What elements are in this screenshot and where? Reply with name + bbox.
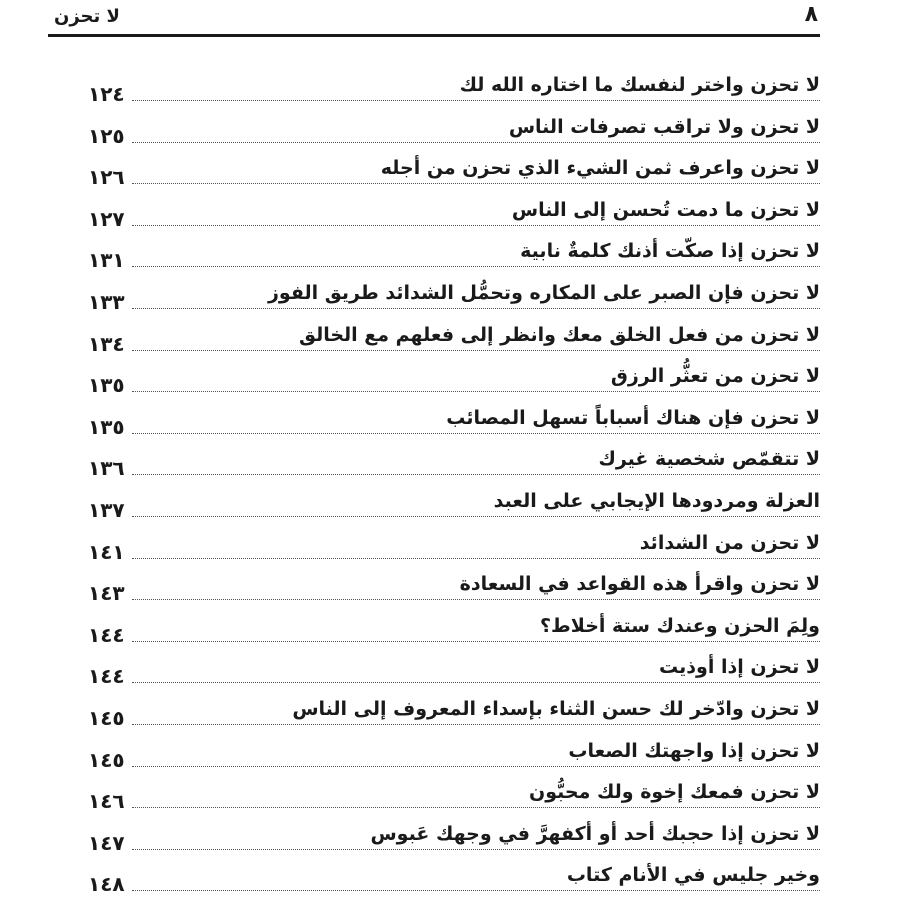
running-title: لا تحزن xyxy=(54,6,120,27)
toc-row xyxy=(0,399,900,441)
toc-page-number: ١٤٤ xyxy=(88,664,125,689)
toc-page-number: ١٣١ xyxy=(88,248,125,273)
toc-page-number: ١٣٤ xyxy=(88,331,125,356)
toc-row xyxy=(0,856,900,898)
toc-row xyxy=(0,357,900,399)
toc-row xyxy=(0,66,900,108)
toc-title: لا تحزن فإن هناك أسباباً تسهل المصائب xyxy=(440,407,820,429)
toc-title: لا تحزن من فعل الخلق معك وانظر إلى فعلهم مع الخالق xyxy=(293,324,820,346)
toc-title: لا تحزن واقرأ هذه القواعد في السعادة xyxy=(454,573,820,595)
toc-title: لا تحزن إذا واجهتك الصعاب xyxy=(562,740,820,762)
toc-page-number: ١٣٦ xyxy=(88,456,125,481)
toc-page-number: ١٣٣ xyxy=(88,289,125,314)
dot-leader xyxy=(132,558,820,559)
toc-row xyxy=(0,773,900,815)
toc-row xyxy=(0,316,900,358)
dot-leader xyxy=(132,391,820,392)
toc-title: لا تحزن إذا أوذيت xyxy=(653,656,820,678)
toc-page-number: ١٤٦ xyxy=(88,789,125,814)
toc-title: لا تحزن ولا تراقب تصرفات الناس xyxy=(503,116,820,138)
dot-leader xyxy=(132,308,820,309)
dot-leader xyxy=(132,849,820,850)
dot-leader xyxy=(132,100,820,101)
toc-title: لا تحزن واختر لنفسك ما اختاره الله لك xyxy=(454,74,820,96)
toc-title: لا تحزن إذا صكّت أذنك كلمةٌ نابية xyxy=(514,240,820,262)
dot-leader xyxy=(132,433,820,434)
toc-row xyxy=(0,690,900,732)
page-number: ٨ xyxy=(804,2,818,27)
toc-row xyxy=(0,648,900,690)
toc-row xyxy=(0,565,900,607)
toc-title: وخير جليس في الأنام كتاب xyxy=(561,864,820,886)
toc-page-number: ١٤٥ xyxy=(88,705,125,730)
toc-page-number: ١٤١ xyxy=(88,539,125,564)
toc-row xyxy=(0,732,900,774)
toc-row xyxy=(0,108,900,150)
toc-row xyxy=(0,607,900,649)
dot-leader xyxy=(132,142,820,143)
toc-page-number: ١٢٥ xyxy=(88,123,125,148)
toc-title: لا تحزن فمعك إخوة ولك محبُّون xyxy=(523,781,820,803)
dot-leader xyxy=(132,890,820,891)
toc-title: لا تحزن إذا حجبك أحد أو أكفهرَّ في وجهك عَبوس xyxy=(364,823,820,845)
toc-row xyxy=(0,232,900,274)
toc-title: لا تحزن فإن الصبر على المكاره وتحمُّل الشدائد طريق الفوز xyxy=(262,282,820,304)
toc-page-number: ١٤٥ xyxy=(88,747,125,772)
toc-title: لا تحزن من تعثُّر الرزق xyxy=(605,365,820,387)
dot-leader xyxy=(132,183,820,184)
header-rule xyxy=(48,34,820,37)
toc-row xyxy=(0,440,900,482)
toc-row xyxy=(0,149,900,191)
toc-page-number: ١٤٣ xyxy=(88,581,125,606)
toc-title: لا تتقمّص شخصية غيرك xyxy=(592,448,820,470)
toc-title: ولِمَ الحزن وعندك ستة أخلاط؟ xyxy=(534,615,820,637)
toc-row xyxy=(0,482,900,524)
toc-page-number: ١٣٧ xyxy=(88,497,125,522)
table-of-contents xyxy=(0,66,900,898)
toc-title: لا تحزن ما دمت تُحسن إلى الناس xyxy=(506,199,820,221)
dot-leader xyxy=(132,474,820,475)
dot-leader xyxy=(132,807,820,808)
page-header xyxy=(48,0,820,38)
dot-leader xyxy=(132,766,820,767)
toc-page-number: ١٤٧ xyxy=(88,830,125,855)
dot-leader xyxy=(132,225,820,226)
toc-row xyxy=(0,191,900,233)
toc-page-number: ١٢٤ xyxy=(88,82,125,106)
toc-title: لا تحزن وادّخر لك حسن الثناء بإسداء المعروف إلى الناس xyxy=(286,698,820,720)
dot-leader xyxy=(132,682,820,683)
toc-title: لا تحزن واعرف ثمن الشيء الذي تحزن من أجله xyxy=(375,157,820,179)
toc-page-number: ١٤٤ xyxy=(88,622,125,647)
toc-row xyxy=(0,524,900,566)
toc-page-number: ١٤٨ xyxy=(88,872,125,897)
dot-leader xyxy=(132,516,820,517)
toc-row xyxy=(0,274,900,316)
toc-page-number: ١٢٦ xyxy=(88,165,125,190)
dot-leader xyxy=(132,641,820,642)
toc-row xyxy=(0,815,900,857)
toc-title: العزلة ومردودها الإيجابي على العبد xyxy=(488,490,820,512)
dot-leader xyxy=(132,724,820,725)
toc-title: لا تحزن من الشدائد xyxy=(634,532,820,554)
toc-page-number: ١٣٥ xyxy=(88,414,125,439)
dot-leader xyxy=(132,266,820,267)
toc-page-number: ١٢٧ xyxy=(88,206,125,231)
toc-page-number: ١٣٥ xyxy=(88,373,125,398)
dot-leader xyxy=(132,599,820,600)
dot-leader xyxy=(132,350,820,351)
